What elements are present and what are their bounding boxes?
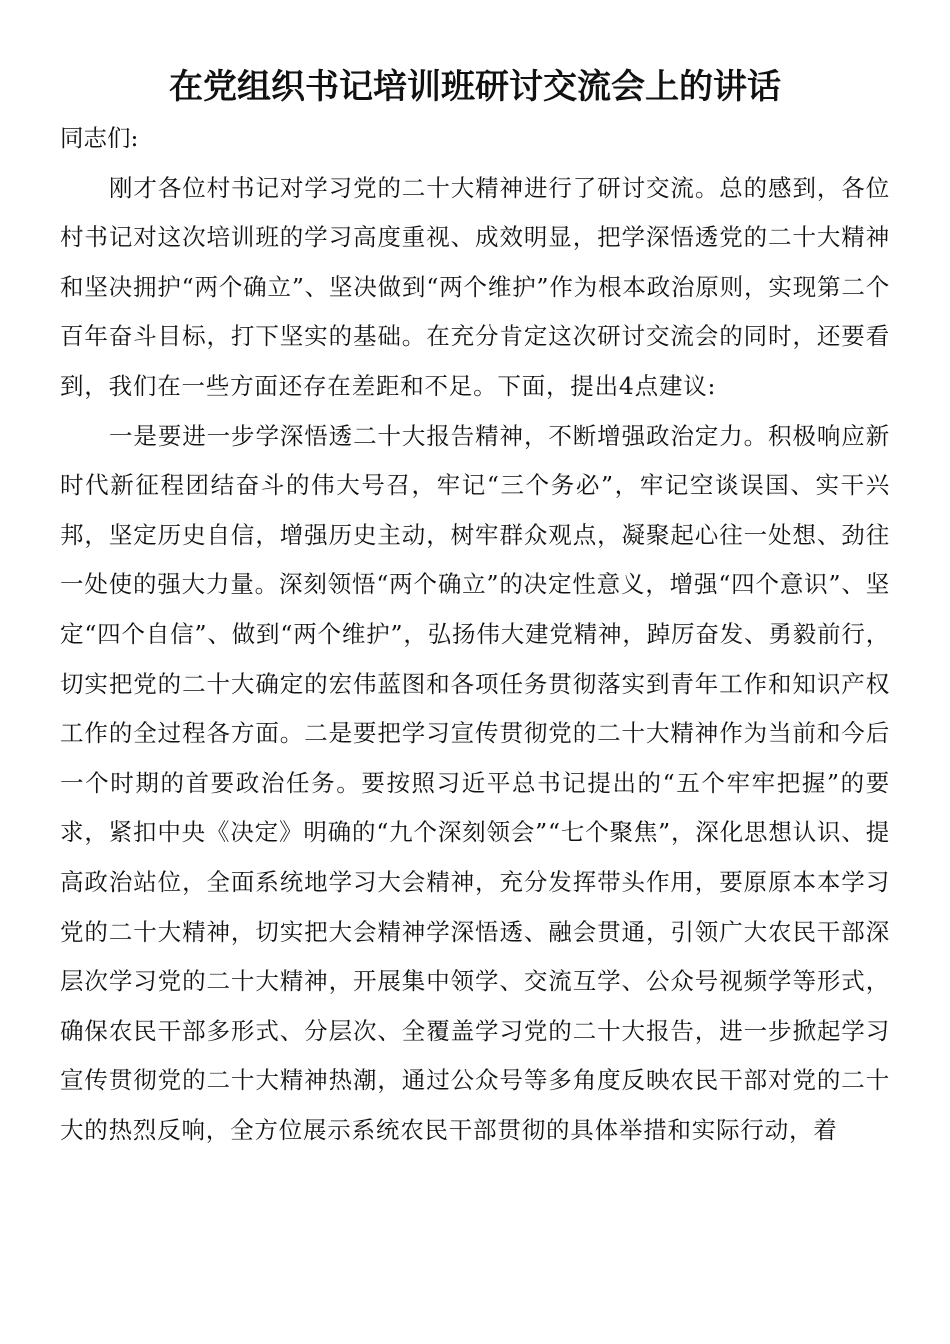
document-title: 在党组织书记培训班研讨交流会上的讲话 (169, 67, 781, 107)
document-body (60, 114, 890, 1155)
paragraph-suggestions: 一是要进一步学深悟透二十大报告精神，不断增强政治定力。积极响应新时代新征程团结奋斗的伟大号召，牢记“三个务必”，牢记空谈误国、实干兴邦，坚定历史自信，增强历史主动，树牢群众观点，凝聚起心往一处想、劲往一处使的强大力量。深刻领悟“两个确立”的决定性意义，增强“四个意识”、坚定“四个自信”、做到“两个维护”，弘扬伟大建党精神，踔厉奋发、勇毅前行，切实把党的二十大确定的宏伟蓝图和各项任务贯彻落实到青年工作和知识产权工作的全过程各方面。二是要把学习宣传贯彻党的二十大精神作为当前和今后一个时期的首要政治任务。要按照习近平总书记提出的“五个牢牢把握”的要求，紧扣中央《决定》明确的“九个深刻领会”“七个聚焦”，深化思想认识、提高政治站位，全面系统地学习大会精神，充分发挥带头作用，要原原本本学习党的二十大精神，切实把大会精神学深悟透、融会贯通，引领广大农民干部深层次学习党的二十大精神，开展集中领学、交流互学、公众号视频学等形式，确保农民干部多形式、分层次、全覆盖学习党的二十大报告，进一步掀起学习宣传贯彻党的二十大精神热潮，通过公众号等多角度反映农民干部对党的二十大的热烈反响，全方位展示系统农民干部贯彻的具体举措和实际行动，着 (60, 421, 890, 1144)
salutation: 同志们: (60, 124, 139, 152)
paragraph-intro: 刚才各位村书记对学习党的二十大精神进行了研讨交流。总的感到，各位村书记对这次培训班的学习高度重视、成效明显，把学深悟透党的二十大精神和坚决拥护“两个确立”、坚决做到“两个维护”作为根本政治原则，实现第二个百年奋斗目标，打下坚实的基础。在充分肯定这次研讨交流会的同时，还要看到，我们在一些方面还存在差距和不足。下面，提出4点建议: (60, 173, 890, 400)
